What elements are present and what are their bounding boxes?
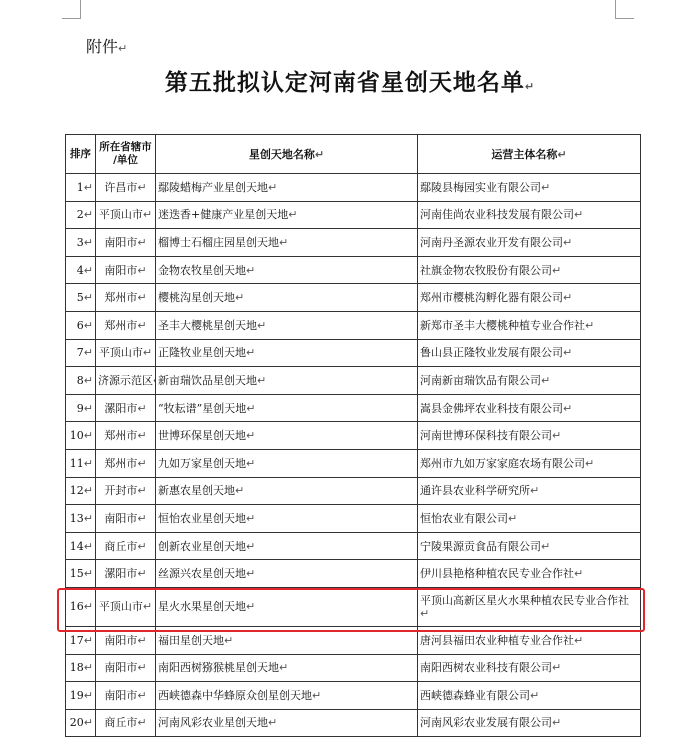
table-row <box>66 174 641 202</box>
paragraph-mark-icon: ↵ <box>246 600 256 614</box>
row-seq-text: 16 <box>69 600 84 614</box>
row-name-text: 恒怡农业星创天地 <box>158 511 246 525</box>
row-seq <box>66 477 96 505</box>
row-unit <box>96 311 156 339</box>
paragraph-mark-icon: ↵ <box>83 401 93 415</box>
row-seq-text: 2 <box>76 208 84 222</box>
header-unit-line1: 所在省辖市 <box>99 141 152 153</box>
row-seq <box>66 339 96 367</box>
row-name-text: 金物农牧星创天地 <box>158 263 246 277</box>
row-name <box>156 174 418 202</box>
row-operator-text: 河南世博环保科技有限公司 <box>420 429 552 443</box>
row-name <box>156 201 418 229</box>
paragraph-mark-icon: ↵ <box>83 484 93 498</box>
row-operator-text: 通许县农业科学研究所 <box>420 484 530 498</box>
row-name <box>156 256 418 284</box>
header-name-text: 星创天地名称 <box>248 147 315 161</box>
paragraph-mark-icon: ↵ <box>585 318 595 332</box>
paragraph-mark-icon: ↵ <box>137 661 147 675</box>
row-name-text: 迷迭香+健康产业星创天地 <box>158 208 289 222</box>
row-name <box>156 449 418 477</box>
paragraph-mark-icon: ↵ <box>83 716 93 730</box>
paragraph-mark-icon: ↵ <box>279 235 289 249</box>
row-operator-text: 新郑市圣丰大樱桃种植专业合作社 <box>420 318 585 332</box>
row-operator <box>418 709 641 737</box>
row-operator-text: 河南丹圣源农业开发有限公司 <box>420 235 563 249</box>
table-row <box>66 394 641 422</box>
row-operator <box>418 284 641 312</box>
row-name <box>156 626 418 654</box>
row-name <box>156 367 418 395</box>
table-row <box>66 339 641 367</box>
row-seq <box>66 201 96 229</box>
row-seq <box>66 626 96 654</box>
row-name-text: 九如万家星创天地 <box>158 456 246 470</box>
row-seq <box>66 532 96 560</box>
row-operator <box>418 339 641 367</box>
paragraph-mark-icon: ↵ <box>268 180 278 194</box>
row-unit-text: 平顶山市 <box>98 600 143 614</box>
row-operator <box>418 256 641 284</box>
row-name <box>156 284 418 312</box>
row-unit <box>96 394 156 422</box>
table-row <box>66 709 641 737</box>
row-unit-text: 南阳市 <box>104 263 138 277</box>
row-unit <box>96 477 156 505</box>
row-name <box>156 587 418 626</box>
paragraph-mark-icon: ↵ <box>118 42 128 55</box>
row-name-text: 新亩瑞饮品星创天地 <box>158 373 257 387</box>
row-unit <box>96 449 156 477</box>
row-name <box>156 682 418 710</box>
paragraph-mark-icon: ↵ <box>83 208 93 222</box>
row-name <box>156 532 418 560</box>
row-operator <box>418 449 641 477</box>
row-name <box>156 709 418 737</box>
row-seq-text: 11 <box>69 456 84 470</box>
paragraph-mark-icon: ↵ <box>552 661 562 675</box>
paragraph-mark-icon: ↵ <box>83 456 93 470</box>
row-operator-text: 河南风彩农业发展有限公司 <box>420 716 552 730</box>
paragraph-mark-icon: ↵ <box>585 456 595 470</box>
paragraph-mark-icon: ↵ <box>83 235 93 249</box>
row-name <box>156 394 418 422</box>
paragraph-mark-icon: ↵ <box>246 567 256 581</box>
row-seq-text: 19 <box>69 688 84 702</box>
row-seq <box>66 587 96 626</box>
paragraph-mark-icon: ↵ <box>257 373 267 387</box>
paragraph-mark-icon: ↵ <box>246 429 256 443</box>
paragraph-mark-icon: ↵ <box>142 600 153 614</box>
star-space-table <box>65 134 641 737</box>
table-row <box>66 654 641 682</box>
crop-mark-top-right <box>615 0 634 19</box>
row-name <box>156 422 418 450</box>
row-seq-text: 15 <box>69 567 84 581</box>
row-operator <box>418 654 641 682</box>
paragraph-mark-icon: ↵ <box>83 600 93 614</box>
row-seq <box>66 367 96 395</box>
row-name <box>156 311 418 339</box>
paragraph-mark-icon: ↵ <box>224 633 234 647</box>
table-row <box>66 477 641 505</box>
table-body <box>66 174 641 737</box>
row-seq <box>66 284 96 312</box>
row-unit-text: 南阳市 <box>104 235 138 249</box>
table-row <box>66 560 641 588</box>
row-name-text: 南阳西树猕猴桃星创天地 <box>158 661 279 675</box>
paragraph-mark-icon: ↵ <box>312 688 322 702</box>
row-seq-text: 14 <box>69 539 84 553</box>
paragraph-mark-icon: ↵ <box>83 539 93 553</box>
row-seq-text: 13 <box>69 511 84 525</box>
header-operator-text: 运营主体名称 <box>491 147 558 161</box>
paragraph-mark-icon: ↵ <box>541 373 551 387</box>
paragraph-mark-icon: ↵ <box>246 456 256 470</box>
row-seq <box>66 256 96 284</box>
row-operator-text: 郑州市樱桃沟孵化器有限公司 <box>420 291 563 305</box>
row-name-text: 世博环保星创天地 <box>158 429 246 443</box>
row-unit-text: 郑州市 <box>104 318 138 332</box>
paragraph-mark-icon: ↵ <box>288 208 298 222</box>
row-seq-text: 20 <box>69 716 84 730</box>
table-row <box>66 505 641 533</box>
paragraph-mark-icon: ↵ <box>142 208 153 222</box>
row-operator-text: 嵩县金佛坪农业科技有限公司 <box>420 401 563 415</box>
row-seq-text: 3 <box>76 235 84 249</box>
row-unit <box>96 367 156 395</box>
row-seq <box>66 174 96 202</box>
paragraph-mark-icon: ↵ <box>268 716 278 730</box>
paragraph-mark-icon: ↵ <box>137 633 147 647</box>
paragraph-mark-icon: ↵ <box>574 633 584 647</box>
paragraph-mark-icon: ↵ <box>552 716 562 730</box>
paragraph-mark-icon: ↵ <box>530 484 540 498</box>
row-unit-text: 平顶山市 <box>98 346 143 360</box>
row-operator <box>418 682 641 710</box>
row-seq-text: 12 <box>69 484 84 498</box>
paragraph-mark-icon: ↵ <box>137 235 147 249</box>
row-unit <box>96 654 156 682</box>
row-unit-text: 南阳市 <box>104 633 138 647</box>
paragraph-mark-icon: ↵ <box>246 539 256 553</box>
paragraph-mark-icon: ↵ <box>246 263 256 277</box>
attachment-label <box>86 34 127 57</box>
paragraph-mark-icon: ↵ <box>508 511 518 525</box>
row-unit <box>96 422 156 450</box>
paragraph-mark-icon: ↵ <box>246 401 256 415</box>
row-seq <box>66 654 96 682</box>
row-name-text: 正隆牧业星创天地 <box>158 346 246 360</box>
paragraph-mark-icon: ↵ <box>137 688 147 702</box>
paragraph-mark-icon: ↵ <box>420 606 430 620</box>
paragraph-mark-icon: ↵ <box>563 235 573 249</box>
table-row <box>66 449 641 477</box>
page-title <box>0 64 700 97</box>
row-name-text: 创新农业星创天地 <box>158 539 246 553</box>
paragraph-mark-icon: ↵ <box>246 511 256 525</box>
paragraph-mark-icon: ↵ <box>552 429 562 443</box>
row-name-text: 樱桃沟星创天地 <box>158 291 235 305</box>
paragraph-mark-icon: ↵ <box>563 401 573 415</box>
table-row <box>66 587 641 626</box>
row-unit-text: 漯阳市 <box>104 567 138 581</box>
paragraph-mark-icon: ↵ <box>137 401 147 415</box>
row-operator-text: 社旗金物农牧股份有限公司 <box>420 263 552 277</box>
paragraph-mark-icon: ↵ <box>137 484 147 498</box>
row-unit-text: 南阳市 <box>104 661 138 675</box>
row-seq-text: 4 <box>76 263 84 277</box>
page-title-text: 第五批拟认定河南省星创天地名单 <box>164 70 525 96</box>
row-name-text: 星火水果星创天地 <box>158 600 246 614</box>
header-unit-line2: /单位 <box>113 154 138 166</box>
row-unit-text: 济源示范区 <box>98 373 153 387</box>
row-unit <box>96 709 156 737</box>
row-name-text: 圣丰大樱桃星创天地 <box>158 318 257 332</box>
row-seq-text: 18 <box>69 661 84 675</box>
row-operator-text: 南阳西树农业科技有限公司 <box>420 661 552 675</box>
row-unit <box>96 587 156 626</box>
paragraph-mark-icon: ↵ <box>235 291 245 305</box>
row-unit <box>96 256 156 284</box>
paragraph-mark-icon: ↵ <box>314 147 325 161</box>
row-seq <box>66 709 96 737</box>
header-name <box>156 135 418 174</box>
row-seq <box>66 394 96 422</box>
row-seq <box>66 311 96 339</box>
row-operator <box>418 587 641 626</box>
paragraph-mark-icon: ↵ <box>541 180 551 194</box>
paragraph-mark-icon: ↵ <box>246 346 256 360</box>
row-seq-text: 17 <box>69 633 84 647</box>
paragraph-mark-icon: ↵ <box>524 80 536 93</box>
row-operator <box>418 367 641 395</box>
row-operator <box>418 229 641 257</box>
table-row <box>66 626 641 654</box>
table-row <box>66 422 641 450</box>
row-name-text: 丝源兴农星创天地 <box>158 567 246 581</box>
row-operator-text: 鲁山县正隆牧业发展有限公司 <box>420 346 563 360</box>
table-row <box>66 532 641 560</box>
paragraph-mark-icon: ↵ <box>279 661 289 675</box>
row-unit <box>96 339 156 367</box>
paragraph-mark-icon: ↵ <box>137 180 147 194</box>
row-name <box>156 505 418 533</box>
row-name-text: 榴博士石榴庄园星创天地 <box>158 235 279 249</box>
paragraph-mark-icon: ↵ <box>83 263 93 277</box>
row-unit-text: 商丘市 <box>104 716 138 730</box>
paragraph-mark-icon: ↵ <box>83 291 93 305</box>
paragraph-mark-icon: ↵ <box>530 688 540 702</box>
row-name <box>156 477 418 505</box>
row-operator <box>418 532 641 560</box>
row-name-text: “牧耘谱”星创天地 <box>158 401 247 415</box>
row-unit-text: 南阳市 <box>104 688 138 702</box>
paragraph-mark-icon: ↵ <box>574 567 584 581</box>
row-seq <box>66 505 96 533</box>
row-operator-text: 河南佳尚农业科技发展有限公司 <box>420 208 574 222</box>
row-name-text: 福田星创天地 <box>158 633 224 647</box>
row-unit-text: 平顶山市 <box>98 208 143 222</box>
row-unit <box>96 229 156 257</box>
table-row <box>66 682 641 710</box>
paragraph-mark-icon: ↵ <box>137 318 147 332</box>
paragraph-mark-icon: ↵ <box>83 373 93 387</box>
row-name-text: 鄢陵蜡梅产业星创天地 <box>158 180 268 194</box>
attachment-text: 附件 <box>86 37 119 56</box>
row-seq-text: 6 <box>76 318 84 332</box>
paragraph-mark-icon: ↵ <box>142 346 153 360</box>
row-seq <box>66 682 96 710</box>
table-row <box>66 311 641 339</box>
row-operator <box>418 626 641 654</box>
row-seq <box>66 560 96 588</box>
paragraph-mark-icon: ↵ <box>137 716 147 730</box>
row-seq-text: 9 <box>76 401 84 415</box>
row-operator <box>418 477 641 505</box>
row-operator-text: 西峡德森蜂业有限公司 <box>420 688 530 702</box>
row-operator-text: 郑州市九如万家家庭农场有限公司 <box>420 456 585 470</box>
row-operator <box>418 422 641 450</box>
row-seq <box>66 449 96 477</box>
paragraph-mark-icon: ↵ <box>552 263 562 277</box>
paragraph-mark-icon: ↵ <box>137 263 147 277</box>
row-unit-text: 商丘市 <box>104 539 138 553</box>
row-name <box>156 229 418 257</box>
paragraph-mark-icon: ↵ <box>83 429 93 443</box>
paragraph-mark-icon: ↵ <box>83 688 93 702</box>
row-seq-text: 10 <box>69 429 84 443</box>
row-operator-text: 唐河县福田农业种植专业合作社 <box>420 633 574 647</box>
paragraph-mark-icon: ↵ <box>137 511 147 525</box>
paragraph-mark-icon: ↵ <box>83 661 93 675</box>
header-seq: 排序 <box>66 135 96 174</box>
paragraph-mark-icon: ↵ <box>563 291 573 305</box>
table-row <box>66 256 641 284</box>
row-seq <box>66 229 96 257</box>
table-row <box>66 367 641 395</box>
row-seq-text: 1 <box>76 180 84 194</box>
row-name-text: 新惠农星创天地 <box>158 484 235 498</box>
row-unit-text: 郑州市 <box>104 291 138 305</box>
row-unit <box>96 174 156 202</box>
paragraph-mark-icon: ↵ <box>557 147 567 161</box>
row-unit <box>96 201 156 229</box>
paragraph-mark-icon: ↵ <box>83 567 93 581</box>
table-row <box>66 229 641 257</box>
paragraph-mark-icon: ↵ <box>137 567 147 581</box>
row-seq-text: 8 <box>76 373 84 387</box>
row-operator <box>418 560 641 588</box>
paragraph-mark-icon: ↵ <box>137 291 147 305</box>
row-name <box>156 339 418 367</box>
row-operator-text: 恒怡农业有限公司 <box>420 511 508 525</box>
table-header-row <box>66 135 641 174</box>
row-unit <box>96 626 156 654</box>
table-row <box>66 284 641 312</box>
row-seq <box>66 422 96 450</box>
row-seq-text: 7 <box>76 346 84 360</box>
row-operator <box>418 394 641 422</box>
row-unit <box>96 560 156 588</box>
row-operator-text: 平顶山高新区星火水果种植农民专业合作社 <box>420 593 629 607</box>
paragraph-mark-icon: ↵ <box>83 633 93 647</box>
table-row <box>66 201 641 229</box>
paragraph-mark-icon: ↵ <box>83 511 93 525</box>
row-operator <box>418 201 641 229</box>
row-operator-text: 河南新亩瑞饮品有限公司 <box>420 373 541 387</box>
row-unit <box>96 682 156 710</box>
paragraph-mark-icon: ↵ <box>541 539 551 553</box>
paragraph-mark-icon: ↵ <box>83 180 93 194</box>
row-operator <box>418 505 641 533</box>
row-unit-text: 郑州市 <box>104 429 138 443</box>
row-operator-text: 宁陵果源贡食品有限公司 <box>420 539 541 553</box>
paragraph-mark-icon: ↵ <box>137 456 147 470</box>
row-unit-text: 漯阳市 <box>104 401 138 415</box>
row-unit <box>96 284 156 312</box>
row-name-text: 西峡德森中华蜂原众创星创天地 <box>158 688 312 702</box>
row-unit-text: 开封市 <box>104 484 138 498</box>
row-unit-text: 郑州市 <box>104 456 138 470</box>
row-operator <box>418 174 641 202</box>
row-operator-text: 伊川县艳格种植农民专业合作社 <box>420 567 574 581</box>
paragraph-mark-icon: ↵ <box>137 429 147 443</box>
paragraph-mark-icon: ↵ <box>574 208 584 222</box>
header-unit <box>96 135 156 174</box>
row-operator-text: 鄢陵县梅园实业有限公司 <box>420 180 541 194</box>
paragraph-mark-icon: ↵ <box>257 318 267 332</box>
row-name-text: 河南风彩农业星创天地 <box>158 716 268 730</box>
paragraph-mark-icon: ↵ <box>83 346 93 360</box>
row-name <box>156 560 418 588</box>
row-operator <box>418 311 641 339</box>
paragraph-mark-icon: ↵ <box>137 539 147 553</box>
paragraph-mark-icon: ↵ <box>83 318 93 332</box>
header-operator <box>418 135 641 174</box>
row-unit-text: 南阳市 <box>104 511 138 525</box>
crop-mark-top-left <box>62 0 81 19</box>
row-unit <box>96 505 156 533</box>
row-seq-text: 5 <box>76 291 84 305</box>
row-unit-text: 许昌市 <box>104 180 138 194</box>
row-name <box>156 654 418 682</box>
row-unit <box>96 532 156 560</box>
paragraph-mark-icon: ↵ <box>563 346 573 360</box>
paragraph-mark-icon: ↵ <box>235 484 245 498</box>
